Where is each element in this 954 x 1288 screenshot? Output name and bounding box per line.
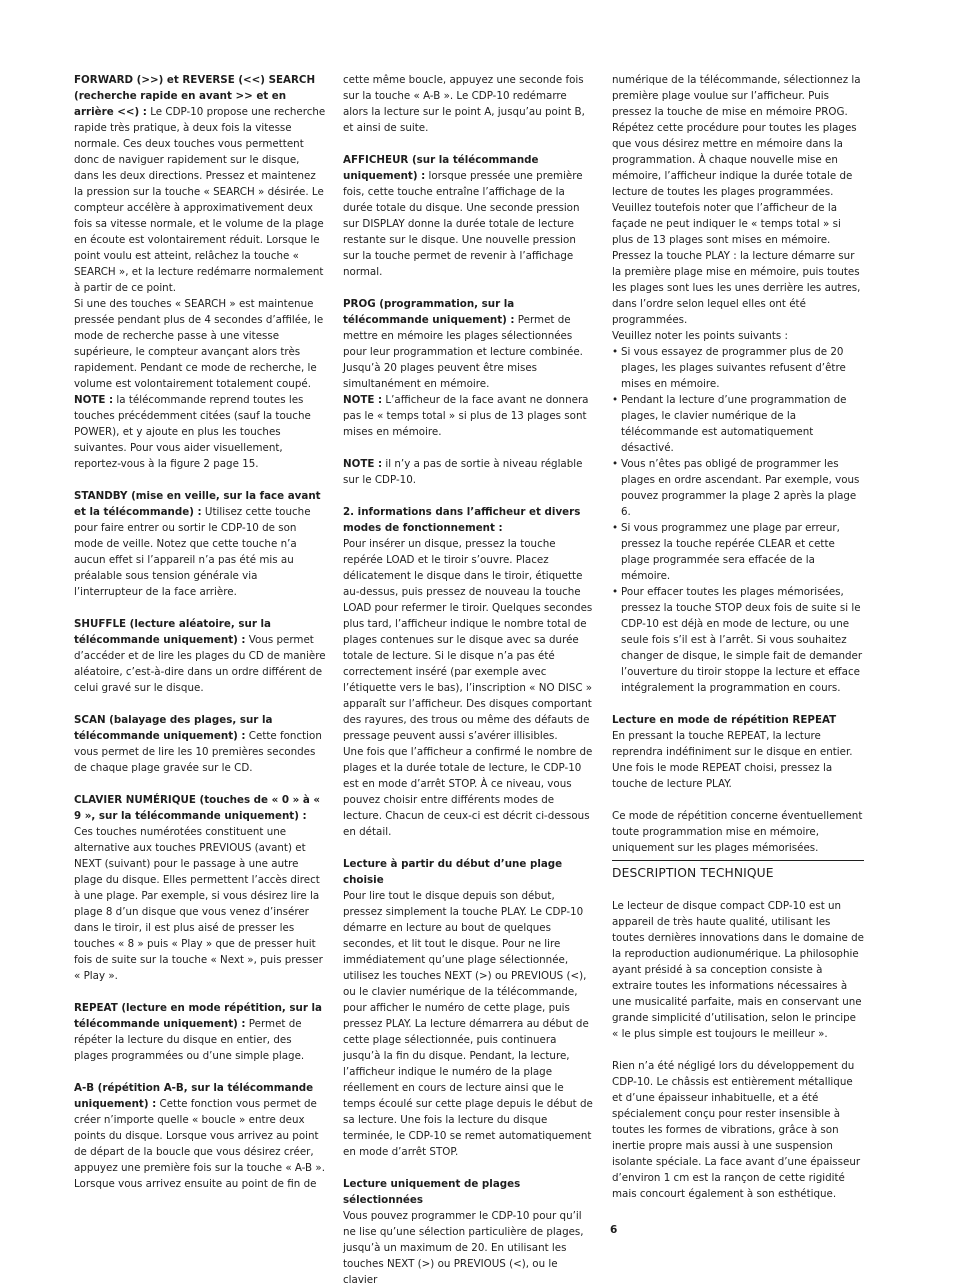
note-text: il n’y a pas de sortie à niveau réglable sur le CDP-10. [343,458,583,486]
start-text: Pour lire tout le disque depuis son début, pressez simplement la touche PLAY. Le CDP-10 démarre en lecture au bout de quelques secondes, et lit tout le disque. Pour ne lire immédiatement qu’une plage sélectionnée, utilisez les touches NEXT (>) ou PREVIOUS (<), ou le clavier numérique de la télécommande, pour afficher le numéro de cette plage, puis pressez PLAY. La lecture démarrera au début de cette plage sélectionnée, puis continuera jusqu’à la fin du disque. Pendant, la lecture, l’afficheur indique le numéro de la plage réellement en cours de lecture ainsi que le temps écoulé sur cette plage depuis le début de sa lecture. Une fois la lecture du disque terminée, le CDP-10 se remet automatiquement en mode d’arrêt STOP. [343,890,593,1158]
note-label: NOTE : [343,394,383,406]
start-heading-text: Lecture à partir du début d’une plage choisie [343,858,563,886]
standby-text: Utilisez cette touche pour faire entrer ou sortir le CDP-10 de son mode de veille. Notez que cette touche n’a aucun effet si l’appareil n’a pas été mis au préalable sous tension générale via l’interrupteur de la face arrière. [74,506,311,598]
repeat-heading: REPEAT (lecture en mode répétition, sur la télécommande uniquement) : [74,1002,323,1030]
selected-text-play: Pressez la touche PLAY : la lecture démarre sur la première plage mise en mémoire, puis toutes les plages sont lues les unes derrière les autres, dans l’ordre selon lequel elles ont été programmées. [612,250,861,326]
scan-text: Cette fonction vous permet de lire les 10 premières secondes de chaque plage gravée sur le CD. [74,730,322,774]
repeat-mode-heading-text: Lecture en mode de répétition REPEAT [612,714,837,726]
info-heading-text: 2. informations dans l’afficheur et divers modes de fonctionnement : [343,506,581,534]
keypad-heading [74,792,326,824]
selected-heading-text: Lecture uniquement de plages sélectionnées [343,1178,521,1206]
keypad-text: Ces touches numérotées constituent une alternative aux touches PREVIOUS (avant) et NEXT (suivant) pour le passage à une autre plage du disque. Elles permettent l’accès direct à une plage. Par exemple, si vous désirez lire la plage 8 d’un disque que vous venez d’insérer dans le tiroir, il est plus aisé de presser les touches « 8 » puis « Play » que de presser huit fois de suite sur la touche « Next », puis presser « Play ». [74,826,323,982]
shuffle-section [74,616,326,696]
notes-list [612,344,864,696]
ab-heading: A-B (répétition A-B, sur la télécommande uniquement) : [74,1082,314,1110]
prog-text: Permet de mettre en mémoire les plages sélectionnées pour leur programmation et lecture combinée. Jusqu’à 20 plages peuvent être mises simultanément en mémoire. [343,314,583,390]
list-item: • Si vous programmez une plage par erreur, pressez la touche repérée CLEAR et cette plage programmée sera effacée de la mémoire. [612,520,864,584]
list-item: • Pendant la lecture d’une programmation de plages, le clavier numérique de la télécommande est automatiquement désactivé. [612,392,864,456]
note-text: L’afficheur de la face avant ne donnera pas le « temps total » si plus de 13 plages sont mises en mémoire. [343,394,589,438]
scan-section [74,712,326,776]
selected-text: Vous pouvez programmer le CDP-10 pour qu’il ne lise qu’une sélection particulière de plages, jusqu’à un maximum de 20. En utilisant les touches NEXT (>) ou PREVIOUS (<), ou le clavier [343,1210,584,1286]
note-text: la télécommande reprend toutes les touches précédemment citées (sauf la touche POWER), et y ajoute en plus les touches suivantes. Pour vous aider visuellement, reportez-vous à la figure 2 page 15. [74,394,311,470]
info-text-2: Une fois que l’afficheur a confirmé le nombre de plages et la durée totale de lecture, le CDP-10 est en mode d’arrêt STOP. À ce niveau, vous pouvez choisir entre différents modes de lecture. Chacun de ceux-ci est décrit ci-dessous en détail. [343,746,593,838]
display-text: lorsque pressée une première fois, cette touche entraîne l’affichage de la durée totale du disque. Une seconde pression sur DISPLAY donne la durée totale de lecture restante sur le disque. Une nouvelle pression sur la touche permet de revenir à l’affichage normal. [343,170,583,278]
column-2 [343,72,595,1288]
list-item: • Si vous essayez de programmer plus de 20 plages, les plages suivantes refusent d’être mises en mémoire. [612,344,864,392]
section-divider [612,860,864,882]
selected-heading [343,1176,595,1208]
search-note [74,392,326,472]
search-text: Le CDP-10 propose une recherche rapide très pratique, à deux fois la vitesse normale. Ces deux touches vous permettent donc de naviguer rapidement sur le disque, dans les deux directions. Pressez et maintenez la pression sur la touche « SEARCH » désirée. Le compteur accélère à approximativement deux fois sa vitesse normale, et le volume de la plage en écoute est volontairement réduit. Lorsque le point voulu est atteint, relâchez la touche « SEARCH », et la lecture redémarre normalement à partir de ce point. [74,106,326,294]
repeat-mode-heading [612,712,864,728]
ab-text-continued: cette même boucle, appuyez une seconde fois sur la touche « A-B ». Le CDP-10 redémarre alors la lecture sur le point A, jusqu’au point B, et ainsi de suite. [343,74,585,134]
column-1 [74,72,326,1192]
tech-text: Le lecteur de disque compact CDP-10 est un appareil de très haute qualité, utilisant les toutes dernières innovations dans le domaine de la reproduction audionumérique. La philosophie ayant présidé à sa conception consiste à extraire toutes les informations nécessaires à une musicalité parfaite, mais en conservant une grande simplicité d’utilisation, selon le principe « le plus simple est toujours le meilleur ». [612,900,864,1040]
tech-text-2: Rien n’a été négligé lors du développement du CDP-10. Le châssis est entièrement métallique et d’une épaisseur inhabituelle, et a été spécialement conçu pour rester insensible à toutes les formes de vibrations, grâce à son inertie propre mais aussi à une suspension isolante spéciale. La face avant d’une épaisseur d’environ 1 cm est la rançon de cette rigidité mais concourt également à son esthétique. [612,1060,861,1200]
repeat-text: Permet de répéter la lecture du disque en entier, des plages programmées ou d’une simple plage. [74,1018,305,1062]
search-text-2: Si une des touches « SEARCH » est maintenue pressée pendant plus de 4 secondes d’affilée, le mode de recherche passe à une vitesse supérieure, le compteur avançant alors très rapidement. Pendant ce mode de recherche, le volume est volontairement totalement coupé. [74,298,324,390]
standby-heading: STANDBY (mise en veille, sur la face avant et la télécommande) : [74,490,321,518]
shuffle-text: Vous permet d’accéder et de lire les plages du CD de manière aléatoire, c’est-à-dire dans un ordre différent de celui gravé sur le disque. [74,634,326,694]
info-text: Pour insérer un disque, pressez la touche repérée LOAD et le tiroir s’ouvre. Placez délicatement le disque dans le tiroir, étiquette au-dessus, puis pressez de nouveau la touche LOAD pour refermer le tiroir. Quelques secondes plus tard, l’afficheur indique le nombre total de plages contenues sur le disque avec sa durée totale de lecture. Si le disque n’a pas été correctement inséré (par exemple avec l’étiquette vers le bas), l’inscription « NO DISC » apparaît sur l’afficheur. Des disques comportant des rayures, des trous ou même des défauts de pressage peuvent aussi s’avérer illisibles. [343,538,593,742]
output-note [343,456,595,488]
list-item: • Vous n’êtes pas obligé de programmer les plages en ordre ascendant. Par exemple, vous pouvez programmer la plage 2 après la plage 6. [612,456,864,520]
prog-heading: PROG (programmation, sur la télécommande uniquement) : [343,298,515,326]
keypad-heading-text: CLAVIER NUMÉRIQUE (touches de « 0 » à « 9 », sur la télécommande uniquement) : [74,794,320,822]
display-heading: AFFICHEUR (sur la télécommande uniquement) : [343,154,539,182]
page-number: 6 [610,1224,618,1236]
ab-text: Cette fonction vous permet de créer n’importe quelle « boucle » entre deux points du disque. Lorsque vous arrivez au point de départ de la boucle que vous désirez créer, appuyez une première fois sur la touche « A-B ». Lorsque vous arrivez ensuite au point de fin de [74,1098,325,1190]
prog-note [343,392,595,440]
list-item: • Pour effacer toutes les plages mémorisées, pressez la touche STOP deux fois de suite si le CDP-10 est déjà en mode de lecture, ou une seule fois s’il est à l’arrêt. Si vous souhaitez changer de disque, le simple fait de demander l’ouverture du tiroir stoppe la lecture et efface intégralement la programmation en cours. [612,584,864,696]
shuffle-heading: SHUFFLE (lecture aléatoire, sur la télécommande uniquement) : [74,618,271,646]
start-heading [343,856,595,888]
prog-section [343,296,595,392]
search-section [74,72,326,296]
standby-section [74,488,326,600]
repeat-mode-text-2: Ce mode de répétition concerne éventuellement toute programmation mise en mémoire, uniquement sur les plages mémorisées. [612,810,863,854]
search-heading: FORWARD (>>) et REVERSE (<<) SEARCH (recherche rapide en avant >> et en arrière <<) : [74,74,316,118]
repeat-mode-text: En pressant la touche REPEAT, la lecture reprendra indéfiniment sur le disque en entier. Une fois le mode REPEAT choisi, pressez la touche de lecture PLAY. [612,730,853,790]
repeat-section [74,1000,326,1064]
note-label: NOTE : [343,458,383,470]
info-heading [343,504,595,536]
points-intro: Veuillez noter les points suivants : [612,330,788,342]
note-label: NOTE : [74,394,114,406]
tech-title: DESCRIPTION TECHNIQUE [612,866,774,880]
scan-heading: SCAN (balayage des plages, sur la télécommande uniquement) : [74,714,273,742]
display-section [343,152,595,280]
selected-text-continued: numérique de la télécommande, sélectionnez la première plage voulue sur l’afficheur. Puis pressez la touche de mise en mémoire PROG. Répétez cette procédure pour toutes les plages que vous désirez mettre en mémoire dans la programmation. À chaque nouvelle mise en mémoire, l’afficheur indique la durée totale de lecture de toutes les plages programmées. Veuillez toutefois noter que l’afficheur de la façade ne peut indiquer le « temps total » si plus de 13 plages sont mises en mémoire. [612,74,861,246]
ab-section [74,1080,326,1192]
column-3 [612,72,864,1202]
